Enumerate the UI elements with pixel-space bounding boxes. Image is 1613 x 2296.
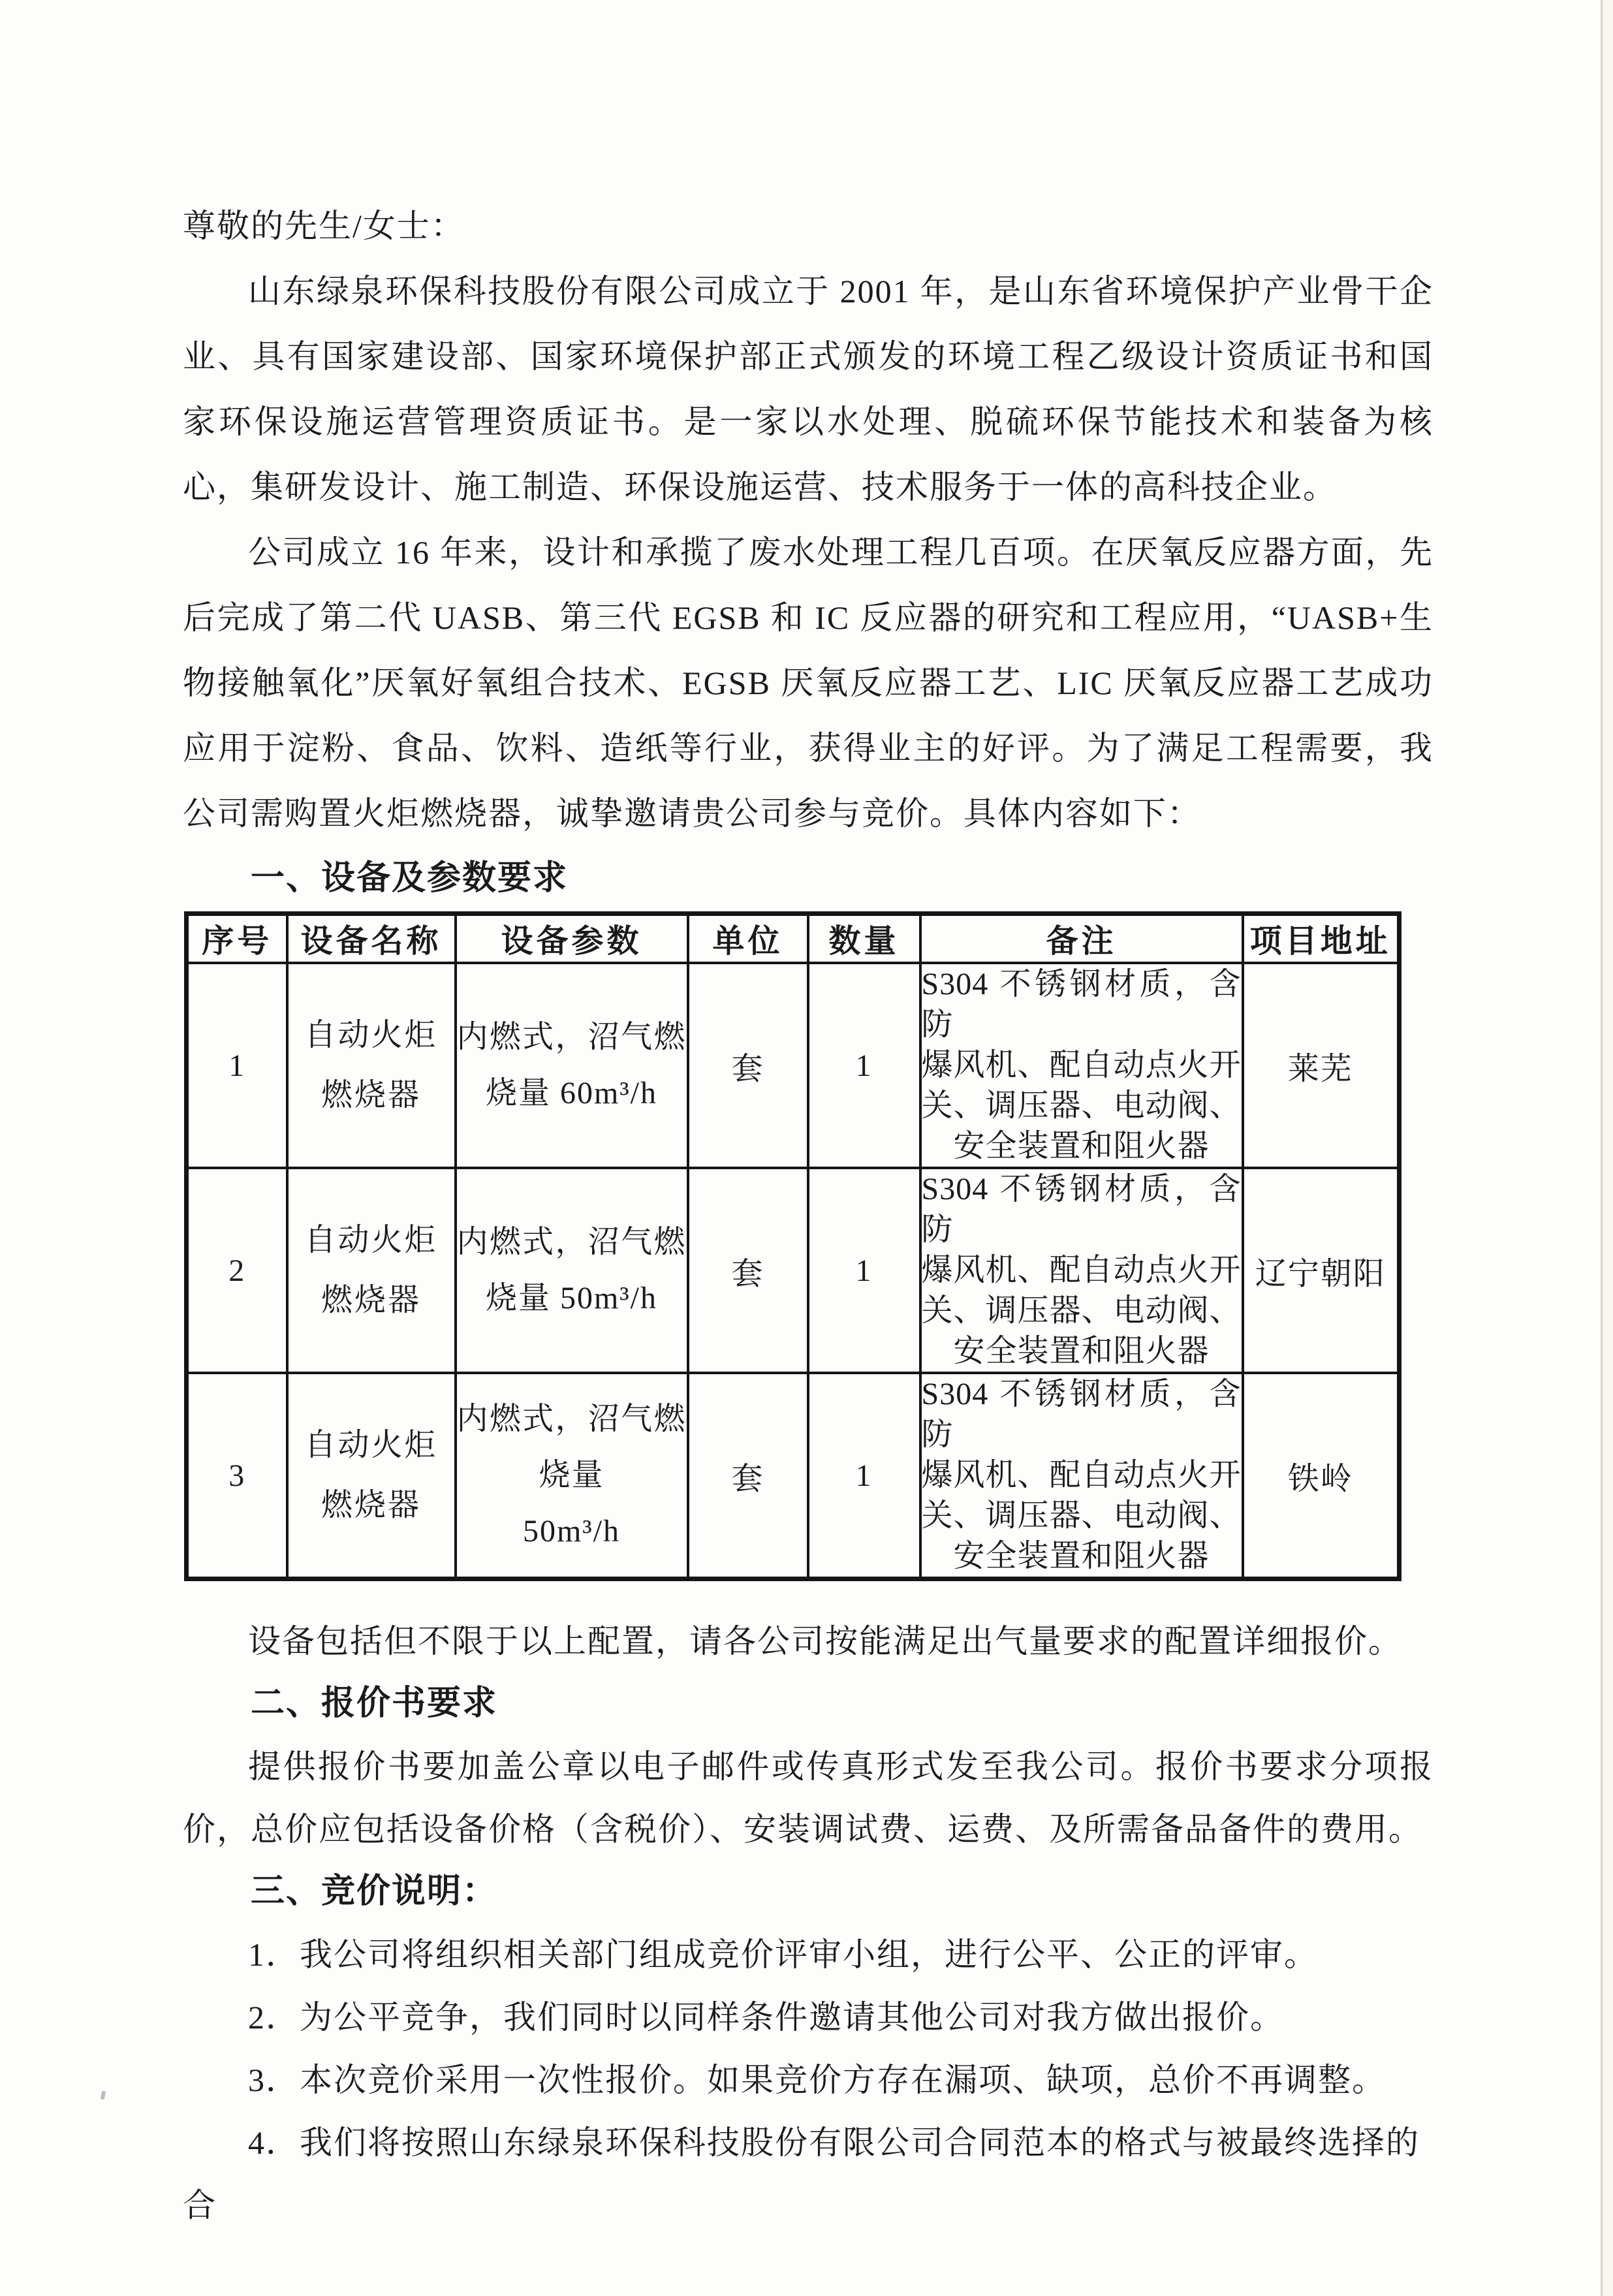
column-header-device-name: 设备名称	[287, 914, 456, 964]
column-header-quantity: 数量	[808, 914, 920, 964]
text-line: 燃烧器	[321, 1488, 421, 1522]
cell-unit: 套	[688, 1168, 808, 1373]
text-line: S304 不锈钢材质，含防	[921, 967, 1242, 1042]
text-line: 烧量	[539, 1458, 604, 1492]
text-line: 燃烧器	[321, 1283, 421, 1317]
section-2-paragraph: 提供报价书要加盖公章以电子邮件或传真形式发至我公司。报价书要求分项报价，总价应包括设备价格（含税价）、安装调试费、运费、及所需备品备件的费用。	[183, 1748, 1433, 1848]
after-table-note: 设备包括但不限于以上配置，请各公司按能满足出气量要求的配置详细报价。	[248, 1623, 1402, 1659]
document-content	[183, 193, 1433, 2237]
scan-speck	[101, 2091, 106, 2100]
bid-note-item-4: 4．我们将按照山东绿泉环保科技股份有限公司合同范本的格式与被最终选择的合	[183, 2124, 1420, 2224]
text-line: 50m³/h	[522, 1514, 621, 1549]
text-line: 燃烧器	[321, 1078, 421, 1112]
text-line: 烧量 50m³/h	[485, 1281, 658, 1315]
scan-right-margin	[1603, 0, 1613, 2296]
text-line: 内燃式，沼气燃	[456, 1225, 687, 1259]
cell-project-location: 辽宁朝阳	[1243, 1168, 1400, 1373]
cell-quantity: 1	[808, 1373, 920, 1579]
text-line: 自动火炬	[304, 1428, 438, 1462]
intro-paragraph-1: 山东绿泉环保科技股份有限公司成立于 2001 年，是山东省环境保护产业骨干企业、具有国家建设部、国家环境保护部正式颁发的环境工程乙级设计资质证书和国家环保设施运营管理资质证书。是一家以水处理、脱硫环保节能技术和装备为核心，集研发设计、施工制造、环保设施运营、技术服务于一体的高科技企业。	[183, 273, 1433, 505]
cell-device-param	[456, 1168, 688, 1373]
section-3-heading: 三、竞价说明：	[251, 1873, 498, 1910]
cell-seq: 1	[187, 963, 287, 1168]
text-line: 安全装置和阻火器	[953, 1539, 1210, 1573]
cell-remark	[920, 963, 1243, 1168]
cell-unit: 套	[688, 1373, 808, 1579]
cell-seq: 3	[187, 1373, 287, 1579]
column-header-project-location: 项目地址	[1243, 914, 1400, 964]
section-1-heading: 一、设备及参数要求	[251, 860, 569, 897]
lower-sections	[183, 1610, 1433, 2237]
table-header-row	[187, 914, 1400, 964]
cell-device-param	[456, 963, 688, 1168]
cell-unit: 套	[688, 963, 808, 1168]
text-line: 关、调压器、电动阀、	[921, 1088, 1242, 1123]
cell-device-name	[287, 1168, 456, 1373]
cell-project-location: 铁岭	[1243, 1373, 1400, 1579]
text-line: 烧量 60m³/h	[485, 1076, 658, 1110]
greeting-text: 尊敬的先生/女士：	[183, 208, 465, 244]
bid-note-item-1: 1．我公司将组织相关部门组成竞价评审小组，进行公平、公正的评审。	[248, 1936, 1318, 1973]
cell-quantity: 1	[808, 1168, 920, 1373]
text-line: 内燃式，沼气燃	[456, 1402, 687, 1436]
text-line: S304 不锈钢材质，含防	[921, 1377, 1242, 1452]
cell-remark	[920, 1168, 1243, 1373]
section-2-heading: 二、报价书要求	[251, 1685, 498, 1722]
text-line: 爆风机、配自动点火开	[921, 1458, 1242, 1492]
cell-remark	[920, 1373, 1243, 1579]
intro-paragraph-2: 公司成立 16 年来，设计和承揽了废水处理工程几百项。在厌氧反应器方面，先后完成了第二代 UASB、第三代 EGSB 和 IC 反应器的研究和工程应用，“UASB+生物接触氧化”厌氧好氧组合技术、EGSB 厌氧反应器工艺、LIC 厌氧反应器工艺成功应用于淀粉、食品、饮料、造纸等行业，获得业主的好评。为了满足工程需要，我公司需购置火炬燃烧器，诚挚邀请贵公司参与竞价。具体内容如下：	[183, 534, 1433, 832]
text-line: 安全装置和阻火器	[953, 1129, 1210, 1163]
cell-quantity: 1	[808, 963, 920, 1168]
text-line: 内燃式，沼气燃	[456, 1020, 687, 1054]
text-line: 自动火炬	[304, 1018, 438, 1052]
column-header-seq: 序号	[187, 914, 287, 964]
text-line: 爆风机、配自动点火开	[921, 1048, 1242, 1082]
text-line: 关、调压器、电动阀、	[921, 1498, 1242, 1533]
column-header-device-param: 设备参数	[456, 914, 688, 964]
text-line: S304 不锈钢材质，含防	[921, 1172, 1242, 1247]
text-line: 安全装置和阻火器	[953, 1334, 1210, 1368]
cell-device-name	[287, 1373, 456, 1579]
scan-edge-line	[1601, 0, 1603, 2296]
bid-note-item-2: 2．为公平竞争，我们同时以同样条件邀请其他公司对我方做出报价。	[248, 1999, 1284, 2036]
table-row	[187, 1168, 1400, 1373]
column-header-unit: 单位	[688, 914, 808, 964]
bid-note-item-3: 3．本次竞价采用一次性报价。如果竞价方存在漏项、缺项，总价不再调整。	[248, 2062, 1386, 2098]
table-row	[187, 1373, 1400, 1579]
cell-device-param	[456, 1373, 688, 1579]
text-line: 自动火炬	[304, 1223, 438, 1257]
cell-project-location: 莱芜	[1243, 963, 1400, 1168]
text-line: 爆风机、配自动点火开	[921, 1253, 1242, 1287]
text-line: 关、调压器、电动阀、	[921, 1293, 1242, 1328]
cell-seq: 2	[187, 1168, 287, 1373]
equipment-table	[184, 911, 1402, 1581]
cell-device-name	[287, 963, 456, 1168]
table-row	[187, 963, 1400, 1168]
column-header-remark: 备注	[920, 914, 1243, 964]
